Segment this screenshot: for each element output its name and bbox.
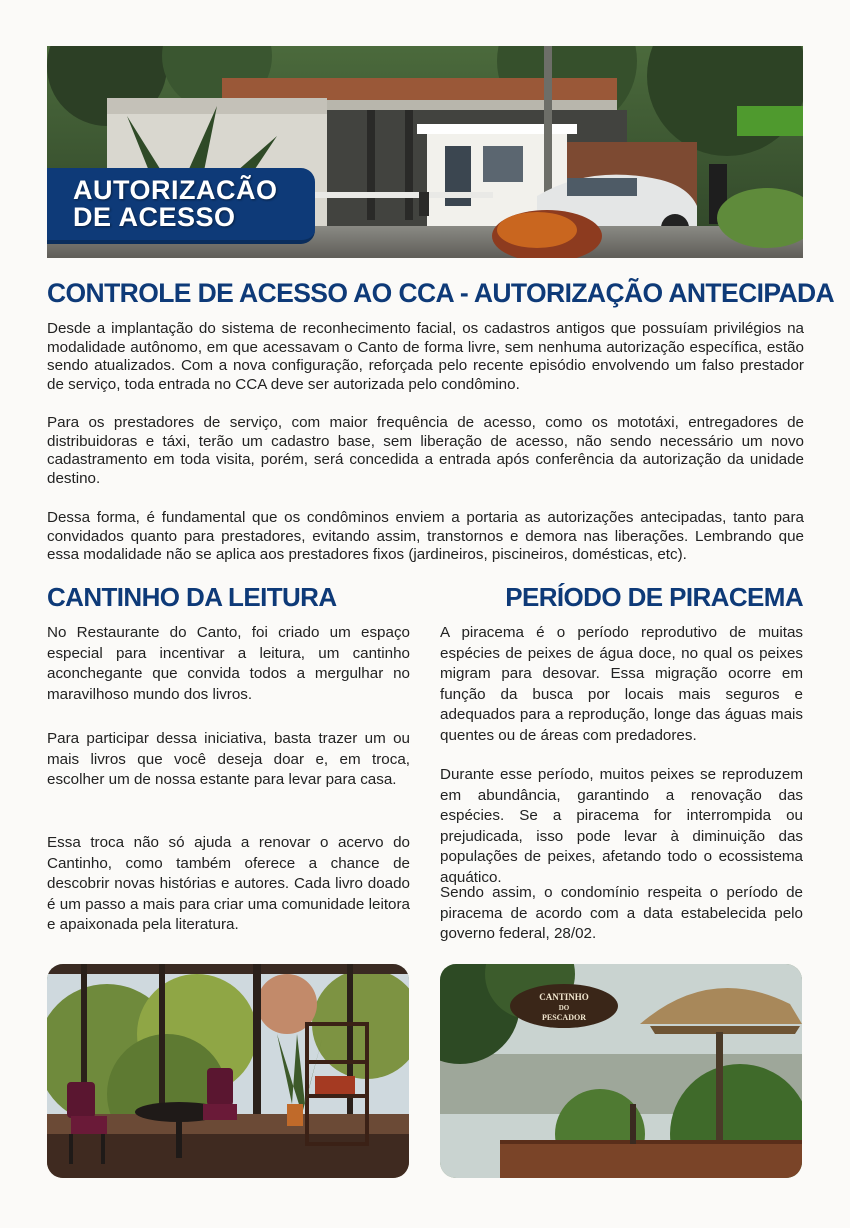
fishing-corner-photo (440, 964, 802, 1178)
right-paragraph-1: A piracema é o período reprodutivo de muitas espécies de peixes de água doce, no qual os peixes migram para desovar. Essa migração ocorre em função da busca por locais mais seguros e adequados para a reprodução, longe das águas mais quentes ou de áreas com predadores. (440, 624, 803, 744)
main-paragraph-3: Dessa forma, é fundamental que os condôminos enviem a portaria as autorizações antecipadas, tanto para convidados quanto para prestadores, evitando assim, transtornos e demora nas liberações. Lembrando que essa modalidade não se aplica aos prestadores fixos (jardineiros, piscineiros, domésticas, etc). (47, 509, 804, 564)
right-paragraph-3: Sendo assim, o condomínio respeita o período de piracema de acordo com a data estabelecida pelo governo federal, 28/02. (440, 884, 803, 943)
left-paragraph-2: Para participar dessa iniciativa, basta trazer um ou mais livros que você deseja doar e, em troca, escolher um de nossa estante para levar para casa. (47, 730, 410, 789)
hero-section-label (47, 168, 315, 244)
right-column-title: PERÍODO DE PIRACEMA (505, 582, 803, 612)
sign-text-line1: CANTINHO (539, 992, 589, 1002)
sign-text-line2: DO (558, 1004, 570, 1012)
reading-corner-photo (47, 964, 409, 1178)
left-paragraph-1: No Restaurante do Canto, foi criado um espaço especial para incentivar a leitura, um cantinho aconchegante que convida todos a mergulhar no maravilhoso mundo dos livros. (47, 624, 410, 703)
hero-label-line2: DE ACESSO (73, 202, 236, 232)
hero-gate-photo (47, 46, 803, 258)
left-paragraph-3: Essa troca não só ajuda a renovar o acervo do Cantinho, como também oferece a chance de descobrir novas histórias e autores. Cada livro doado é um passo a mais para criar uma comunidade leitora e apaixonada pela literatura. (47, 834, 410, 934)
fishing-corner-illustration (440, 964, 802, 1178)
right-paragraph-2: Durante esse período, muitos peixes se reproduzem em abundância, garantindo a renovação das espécies. Se a piracema for interrompida ou prejudicada, isso pode levar à diminuição das populações de peixes, afetando todo o ecossistema aquático. (440, 766, 803, 886)
main-article-title: CONTROLE DE ACESSO AO CCA - AUTORIZAÇÃO ANTECIPADA (47, 278, 835, 308)
hero-label-line1: AUTORIZACÃO (73, 175, 278, 205)
main-paragraph-1: Desde a implantação do sistema de reconhecimento facial, os cadastros antigos que possuíam privilégios na modalidade autônomo, em que acessavam o Canto de forma livre, sem nenhuma autorização específica, estão sendo atualizados. Com a nova configuração, reforçada pelo recente episódio envolvendo um falso prestador de serviço, toda entrada no CCA deve ser autorizada pelo condômino. (47, 320, 804, 393)
left-column-title: CANTINHO DA LEITURA (47, 582, 337, 612)
main-paragraph-2: Para os prestadores de serviço, com maior frequência de acesso, como os mototáxi, entregadores de distribuidoras e táxi, terão um cadastro base, sem liberação de acesso, não sendo necessário um novo cadastramento em toda visita, porém, será concedida a entrada após conferência da autorização da unidade destino. (47, 414, 804, 487)
sign-text-line3: PESCADOR (541, 1013, 587, 1022)
reading-corner-illustration (47, 964, 409, 1178)
